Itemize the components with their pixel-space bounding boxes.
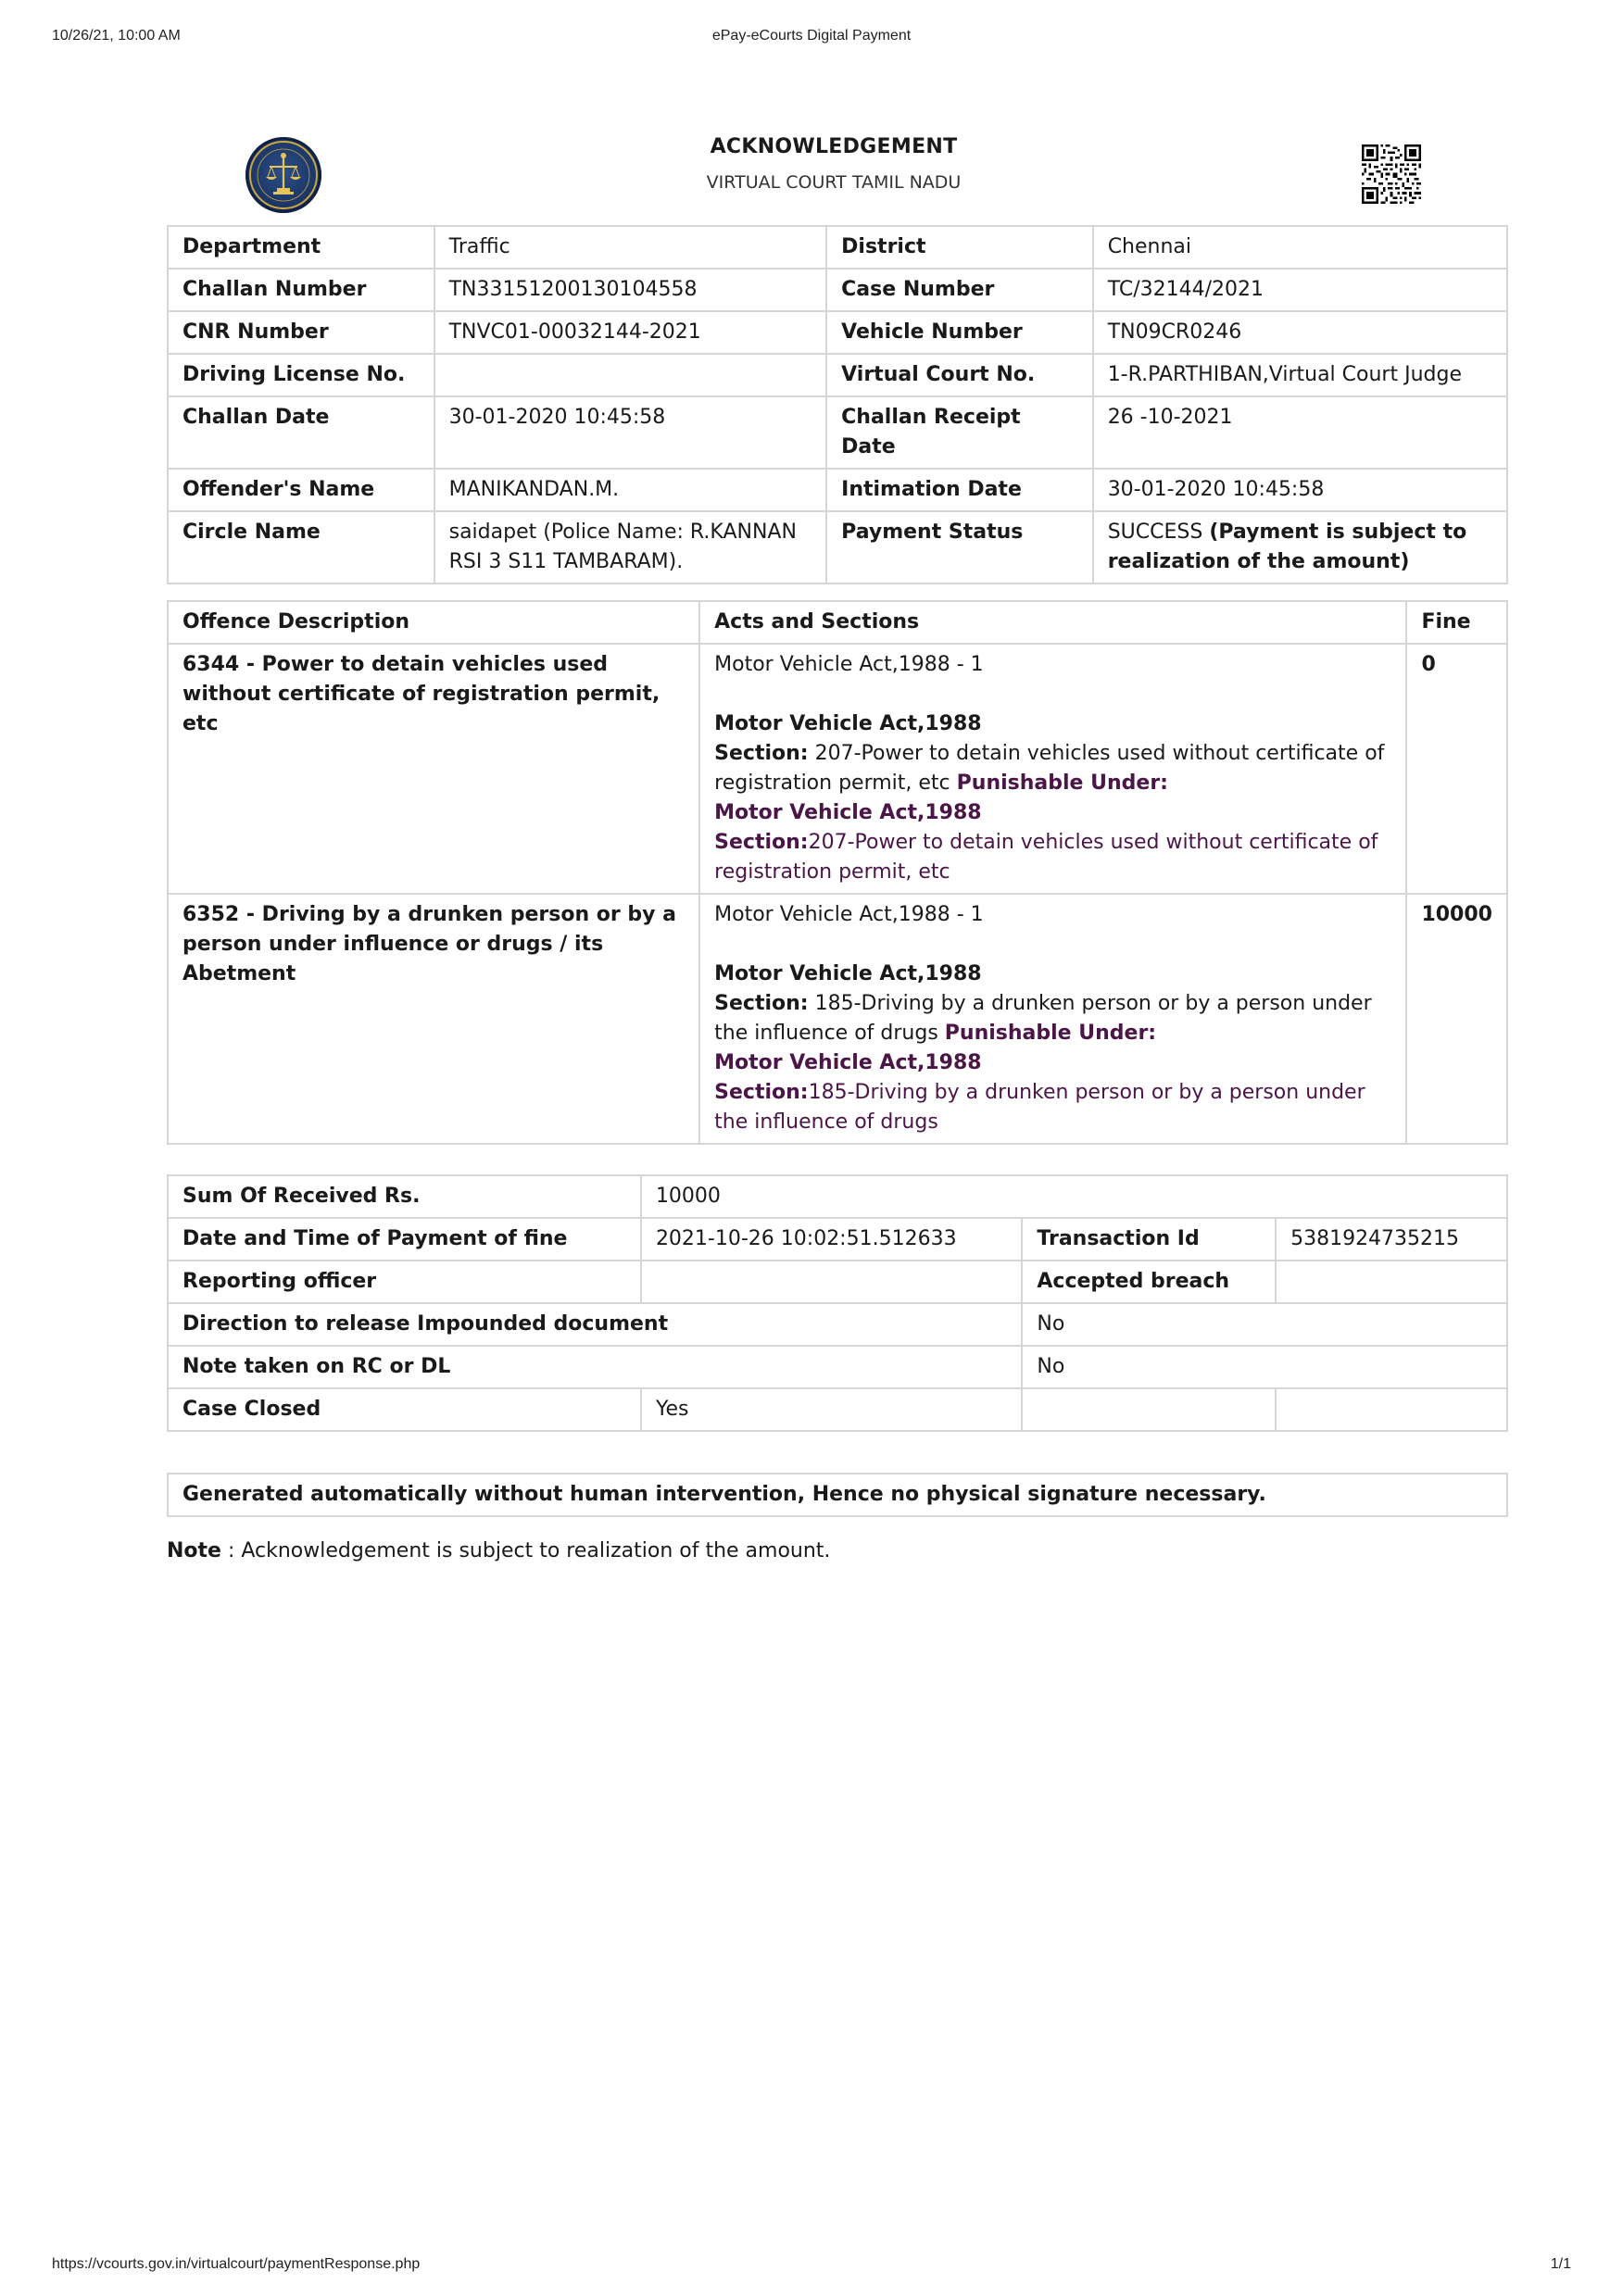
table-row bbox=[168, 894, 1507, 1144]
accepted-breach-value bbox=[1276, 1261, 1507, 1303]
table-row bbox=[168, 1218, 1507, 1261]
punishable-act: Motor Vehicle Act,1988 bbox=[714, 1051, 982, 1074]
payment-status-text: SUCCESS bbox=[1107, 521, 1203, 544]
table-row bbox=[168, 1346, 1507, 1388]
department-value: Traffic bbox=[434, 226, 827, 269]
acknowledgement-note bbox=[167, 1539, 830, 1562]
offence-fine: 10000 bbox=[1406, 894, 1507, 1144]
punishable-section bbox=[714, 1078, 1391, 1137]
sum-received-label: Sum Of Received Rs. bbox=[168, 1175, 641, 1218]
generated-notice: Generated automatically without human intervention, Hence no physical signature necessary. bbox=[168, 1474, 1507, 1516]
section-text bbox=[714, 739, 1391, 798]
payment-status-label: Payment Status bbox=[826, 511, 1093, 583]
circle-name-label: Circle Name bbox=[168, 511, 434, 583]
print-footer-url: https://vcourts.gov.in/virtualcourt/paymentResponse.php bbox=[52, 2256, 421, 2272]
offence-table bbox=[167, 600, 1508, 1145]
offender-name-value: MANIKANDAN.M. bbox=[434, 469, 827, 511]
table-row bbox=[168, 644, 1507, 894]
challan-receipt-date-value: 26 -10-2021 bbox=[1093, 396, 1507, 469]
punishable-label: Punishable Under: bbox=[956, 772, 1168, 795]
virtual-court-label: Virtual Court No. bbox=[826, 354, 1093, 396]
cnr-number-value: TNVC01-00032144-2021 bbox=[434, 311, 827, 354]
punishable-section-label: Section: bbox=[714, 1081, 809, 1104]
virtual-court-value: 1-R.PARTHIBAN,Virtual Court Judge bbox=[1093, 354, 1507, 396]
punishable-label: Punishable Under: bbox=[944, 1022, 1157, 1045]
offence-acts bbox=[699, 894, 1406, 1144]
print-footer-page-number: 1/1 bbox=[1550, 2256, 1571, 2272]
reporting-officer-value bbox=[641, 1261, 1022, 1303]
table-row bbox=[168, 511, 1507, 583]
challan-number-label: Challan Number bbox=[168, 269, 434, 311]
table-row bbox=[168, 1388, 1507, 1431]
payment-status-value bbox=[1093, 511, 1507, 583]
note-label: Note bbox=[167, 1539, 221, 1562]
driving-license-value bbox=[434, 354, 827, 396]
sum-received-value: 10000 bbox=[641, 1175, 1507, 1218]
qr-code-icon bbox=[1362, 144, 1421, 204]
case-info-table bbox=[167, 225, 1508, 584]
vehicle-number-value: TN09CR0246 bbox=[1093, 311, 1507, 354]
challan-number-value: TN33151200130104558 bbox=[434, 269, 827, 311]
act-line: Motor Vehicle Act,1988 - 1 bbox=[714, 653, 984, 676]
acts-sections-header: Acts and Sections bbox=[699, 601, 1406, 644]
case-closed-label: Case Closed bbox=[168, 1388, 641, 1431]
challan-receipt-date-label: Challan Receipt Date bbox=[826, 396, 1093, 469]
section-description: 185-Driving by a drunken person or by a person under the influence of drugs bbox=[714, 992, 1372, 1045]
challan-date-value: 30-01-2020 10:45:58 bbox=[434, 396, 827, 469]
table-row bbox=[168, 1303, 1507, 1346]
punishable-act: Motor Vehicle Act,1988 bbox=[714, 801, 982, 824]
payment-datetime-label: Date and Time of Payment of fine bbox=[168, 1218, 641, 1261]
note-text: : Acknowledgement is subject to realization of the amount. bbox=[220, 1539, 831, 1562]
transaction-id-label: Transaction Id bbox=[1022, 1218, 1276, 1261]
table-row bbox=[168, 269, 1507, 311]
district-value: Chennai bbox=[1093, 226, 1507, 269]
case-number-label: Case Number bbox=[826, 269, 1093, 311]
generated-notice-table bbox=[167, 1473, 1508, 1517]
payment-table bbox=[167, 1174, 1508, 1432]
release-document-value: No bbox=[1022, 1303, 1507, 1346]
section-label: Section: bbox=[714, 992, 809, 1015]
accepted-breach-label: Accepted breach bbox=[1022, 1261, 1276, 1303]
empty-cell bbox=[1022, 1388, 1276, 1431]
page-title: ACKNOWLEDGEMENT bbox=[710, 135, 958, 158]
act-line: Motor Vehicle Act,1988 - 1 bbox=[714, 903, 984, 926]
payment-status-note: (Payment is subject to realization of the amount) bbox=[1107, 521, 1467, 573]
circle-name-value: saidapet (Police Name: R.KANNAN RSI 3 S11 TAMBARAM). bbox=[434, 511, 827, 583]
table-row bbox=[168, 354, 1507, 396]
challan-date-label: Challan Date bbox=[168, 396, 434, 469]
department-label: Department bbox=[168, 226, 434, 269]
offence-description: 6344 - Power to detain vehicles used without certificate of registration permit, etc bbox=[168, 644, 699, 894]
punishable-section-description: 185-Driving by a drunken person or by a person under the influence of drugs bbox=[714, 1081, 1365, 1134]
offence-fine: 0 bbox=[1406, 644, 1507, 894]
punishable-section-description: 207-Power to detain vehicles used without certificate of registration permit, etc bbox=[714, 831, 1378, 884]
offence-description: 6352 - Driving by a drunken person or by a person under influence or drugs / its Abetment bbox=[168, 894, 699, 1144]
vehicle-number-label: Vehicle Number bbox=[826, 311, 1093, 354]
district-label: District bbox=[826, 226, 1093, 269]
transaction-id-value: 5381924735215 bbox=[1276, 1218, 1507, 1261]
punishable-section bbox=[714, 828, 1391, 887]
empty-cell bbox=[1276, 1388, 1507, 1431]
table-row bbox=[168, 396, 1507, 469]
intimation-date-value: 30-01-2020 10:45:58 bbox=[1093, 469, 1507, 511]
release-document-label: Direction to release Impounded document bbox=[168, 1303, 1022, 1346]
cnr-number-label: CNR Number bbox=[168, 311, 434, 354]
punishable-section-label: Section: bbox=[714, 831, 809, 854]
table-row bbox=[168, 1474, 1507, 1516]
case-number-value: TC/32144/2021 bbox=[1093, 269, 1507, 311]
payment-datetime-value: 2021-10-26 10:02:51.512633 bbox=[641, 1218, 1022, 1261]
print-header-title: ePay-eCourts Digital Payment bbox=[711, 28, 912, 44]
page-subtitle: VIRTUAL COURT TAMIL NADU bbox=[706, 172, 962, 193]
reporting-officer-label: Reporting officer bbox=[168, 1261, 641, 1303]
section-description: 207-Power to detain vehicles used without certificate of registration permit, etc bbox=[714, 742, 1385, 795]
table-row bbox=[168, 1261, 1507, 1303]
section-text bbox=[714, 989, 1391, 1048]
case-closed-value: Yes bbox=[641, 1388, 1022, 1431]
offender-name-label: Offender's Name bbox=[168, 469, 434, 511]
table-row bbox=[168, 469, 1507, 511]
note-rc-dl-value: No bbox=[1022, 1346, 1507, 1388]
table-row bbox=[168, 1175, 1507, 1218]
offence-description-header: Offence Description bbox=[168, 601, 699, 644]
fine-header: Fine bbox=[1406, 601, 1507, 644]
section-label: Section: bbox=[714, 742, 809, 765]
table-header-row bbox=[168, 601, 1507, 644]
intimation-date-label: Intimation Date bbox=[826, 469, 1093, 511]
print-header-datetime: 10/26/21, 10:00 AM bbox=[52, 28, 181, 44]
table-row bbox=[168, 226, 1507, 269]
table-row bbox=[168, 311, 1507, 354]
act-name: Motor Vehicle Act,1988 bbox=[714, 712, 982, 735]
offence-acts bbox=[699, 644, 1406, 894]
driving-license-label: Driving License No. bbox=[168, 354, 434, 396]
note-rc-dl-label: Note taken on RC or DL bbox=[168, 1346, 1022, 1388]
act-name: Motor Vehicle Act,1988 bbox=[714, 962, 982, 985]
